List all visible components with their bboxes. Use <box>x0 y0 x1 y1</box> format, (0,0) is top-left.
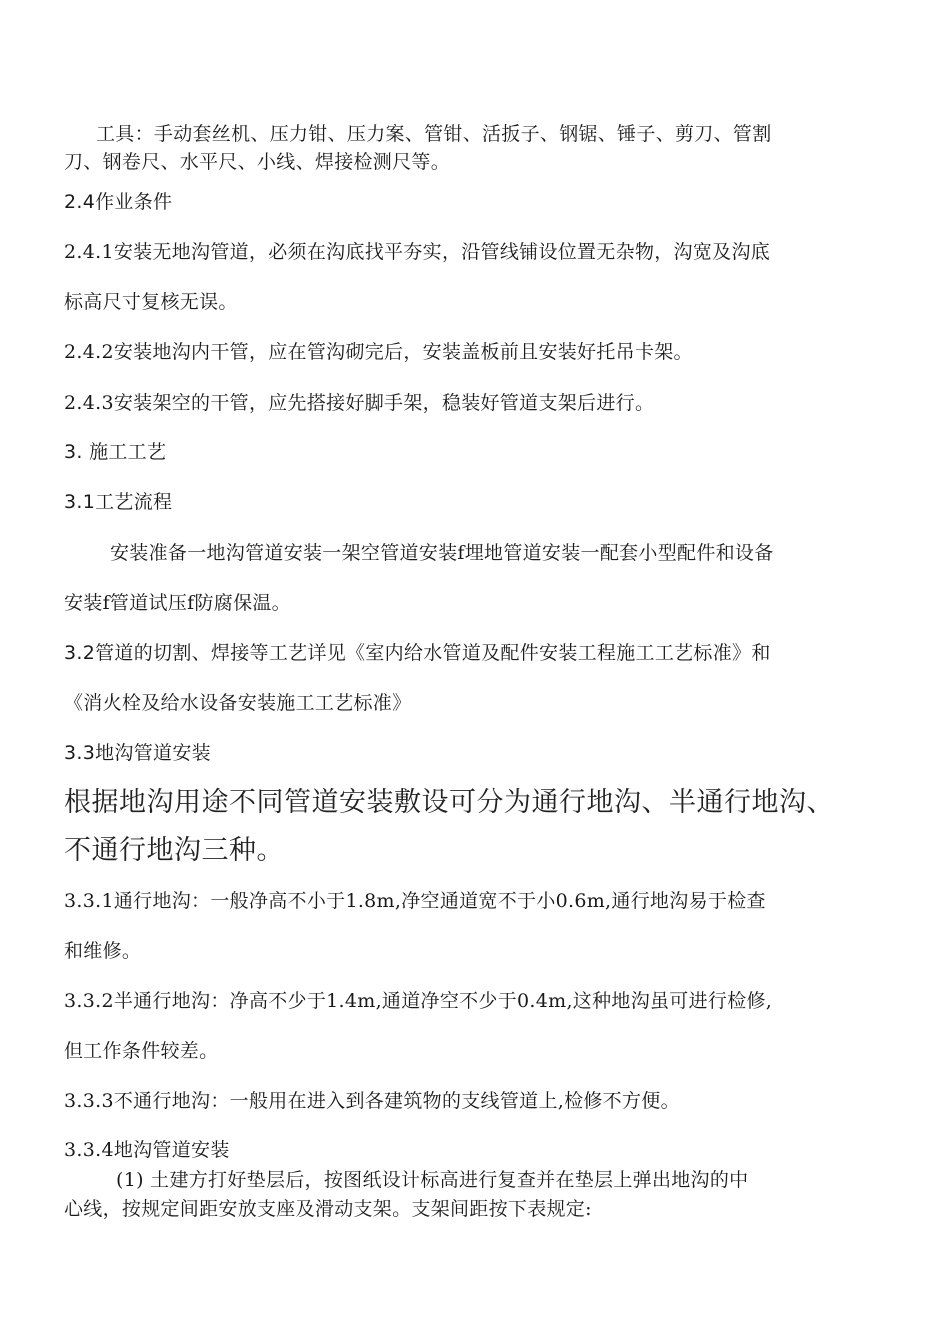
heading-3-3-4: 3.3.4地沟管道安装 <box>64 1139 230 1161</box>
item-1-line-1: (1) 土建方打好垫层后，按图纸设计标高进行复查并在垫层上弹出地沟的中 <box>116 1169 749 1191</box>
heading-3-3: 3.3地沟管道安装 <box>64 742 211 764</box>
para-3-3-1-line-1: 3.3.1通行地沟：一般净高不小于1.8m,净空通道宽不于小0.6m,通行地沟易于检查 <box>64 890 766 912</box>
para-3-3-1-line-2: 和维修。 <box>64 940 142 962</box>
tools-text-line-2: 刀、钢卷尺、水平尺、小线、焊接检测尺等。 <box>64 151 451 173</box>
flow-text-line-1: 安装准备一地沟管道安装一架空管道安装f埋地管道安装一配套小型配件和设备 <box>110 542 774 564</box>
para-3-2-line-1: 3.2管道的切割、焊接等工艺详见《室内给水管道及配件安装工程施工工艺标准》和 <box>64 642 771 664</box>
para-2-4-2: 2.4.2安装地沟内干管，应在管沟砌完后，安装盖板前且安装好托吊卡架。 <box>64 341 693 363</box>
para-2-4-1-line-2: 标高尺寸复核无误。 <box>64 291 238 313</box>
heading-2-4: 2.4作业条件 <box>64 191 173 213</box>
para-2-4-3: 2.4.3安装架空的干管，应先搭接好脚手架，稳装好管道支架后进行。 <box>64 392 655 414</box>
para-3-3-2-line-2: 但工作条件较差。 <box>64 1040 219 1062</box>
flow-text-line-2: 安装f管道试压f防腐保温。 <box>64 592 291 614</box>
para-3-3-3: 3.3.3不通行地沟：一般用在进入到各建筑物的支线管道上,检修不方便。 <box>64 1090 680 1112</box>
para-3-3-2-line-1: 3.3.2半通行地沟：净高不少于1.4m,通道净空不少于0.4m,这种地沟虽可进行检修, <box>64 990 773 1012</box>
heading-3-1: 3.1工艺流程 <box>64 491 173 513</box>
large-text-line-2: 不通行地沟三种。 <box>64 835 284 866</box>
heading-3: 3. 施工工艺 <box>64 441 167 463</box>
item-1-line-2: 心线，按规定间距安放支座及滑动支架。支架间距按下表规定: <box>64 1198 592 1220</box>
tools-text-line-1: 工具：手动套丝机、压力钳、压力案、管钳、活扳子、钢锯、锤子、剪刀、管割 <box>96 123 772 145</box>
large-text-line-1: 根据地沟用途不同管道安装敷设可分为通行地沟、半通行地沟、 <box>64 787 834 818</box>
para-2-4-1-line-1: 2.4.1安装无地沟管道，必须在沟底找平夯实，沿管线铺设位置无杂物，沟宽及沟底 <box>64 241 771 263</box>
para-3-2-line-2: 《消火栓及给水设备安装施工工艺标准》 <box>64 692 412 714</box>
